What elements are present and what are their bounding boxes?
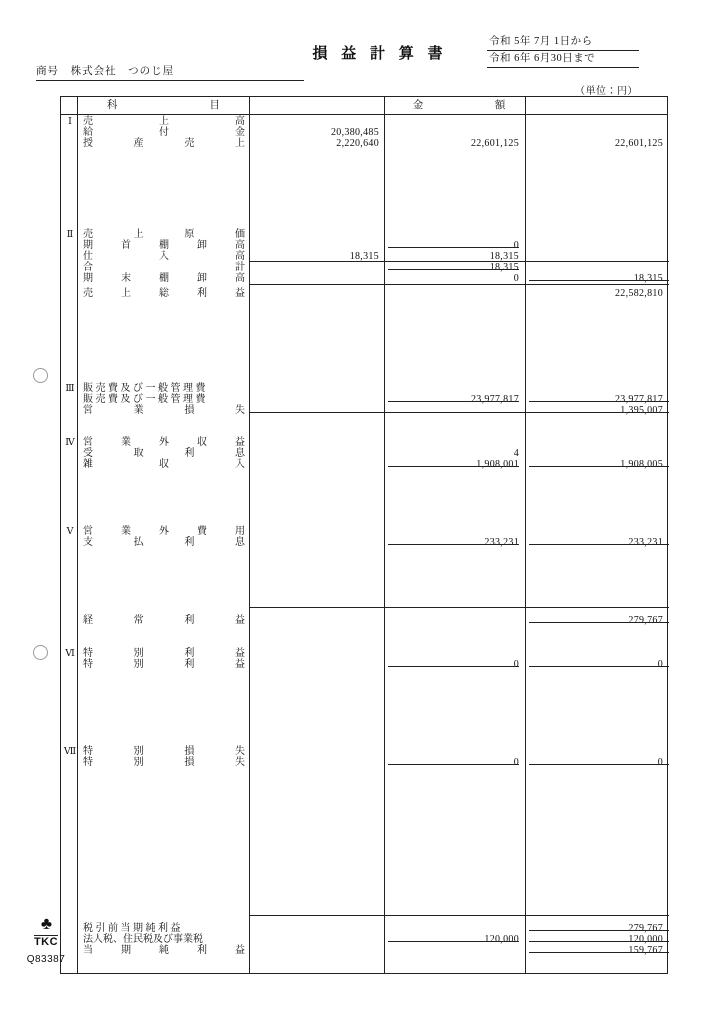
row-amount-3: 159,767 (628, 945, 663, 956)
rule-line (250, 261, 669, 262)
row-section-number: Ⅴ (66, 527, 74, 537)
rule-line (388, 544, 519, 545)
row-account-label: 合 計 (83, 262, 245, 273)
table-row (61, 658, 669, 672)
rule-line (388, 941, 519, 942)
row-amount-3: 279,767 (628, 923, 663, 934)
rule-line (529, 941, 669, 942)
unit-note: （単位：円） (575, 86, 638, 97)
row-amount-2: 0 (513, 240, 519, 251)
row-account-label: 特 別 利 益 (83, 648, 245, 659)
table-row (61, 536, 669, 550)
row-section-number: Ⅳ (65, 438, 75, 448)
row-amount-2: 0 (513, 757, 519, 768)
row-account-label: 販 売 費 及 び 一 般 管 理 費 (83, 383, 206, 394)
row-account-label: 期 末 棚 卸 高 (83, 273, 245, 284)
row-amount-3: 279,767 (628, 615, 663, 626)
row-account-label: 売 上 高 (83, 116, 245, 127)
rule-line (250, 607, 669, 608)
rule-line (388, 247, 519, 248)
tkc-logo-name: TKC (33, 936, 59, 948)
row-amount-3: 120,000 (628, 934, 663, 945)
row-account-label: 営 業 損 失 (83, 405, 245, 416)
company-row (36, 63, 304, 81)
row-section-number: Ⅶ (63, 747, 77, 757)
table-row (61, 458, 669, 472)
row-account-label: 経 常 利 益 (83, 615, 245, 626)
tkc-logo (24, 916, 68, 965)
row-amount-2: 0 (513, 659, 519, 670)
table-row (61, 944, 669, 958)
rule-line (388, 764, 519, 765)
row-account-label: 当 期 純 利 益 (83, 945, 245, 956)
row-account-label: 販 売 費 及 び 一 般 管 理 費 (83, 394, 206, 405)
row-account-label: 給 付 金 (83, 127, 245, 138)
row-amount-2: 233,231 (484, 537, 519, 548)
row-account-label: 特 別 利 益 (83, 659, 245, 670)
row-amount-2: 18,315 (489, 251, 519, 262)
income-statement-table (60, 96, 668, 974)
row-amount-3: 23,977,817 (615, 394, 663, 405)
tkc-mark-icon: ♣ (40, 914, 52, 933)
rule-line (529, 544, 669, 545)
row-amount-3: 0 (657, 757, 663, 768)
rule-line (529, 280, 669, 281)
row-amount-3: 22,601,125 (615, 138, 663, 149)
row-account-label: 支 払 利 息 (83, 537, 245, 548)
row-account-label: 仕 入 高 (83, 251, 245, 262)
row-section-number: Ⅰ (68, 117, 72, 127)
rule-line (529, 466, 669, 467)
punch-hole-mark (33, 645, 48, 660)
row-amount-2: 22,601,125 (471, 138, 519, 149)
row-account-label: 法人税、住民税及び事業税 (83, 934, 203, 945)
row-account-label: 特 別 損 失 (83, 757, 245, 768)
row-account-label: 営 業 外 費 用 (83, 526, 245, 537)
rule-line (529, 666, 669, 667)
rule-line (250, 284, 669, 285)
row-account-label: 受 取 利 息 (83, 448, 245, 459)
form-code: Q83387 (26, 954, 66, 965)
rule-line (529, 930, 669, 931)
row-account-label: 税 引 前 当 期 純 利 益 (83, 923, 181, 934)
rule-line (388, 401, 519, 402)
row-amount-2: 18,315 (489, 262, 519, 273)
table-row (61, 287, 669, 301)
row-amount-1: 18,315 (349, 251, 379, 262)
row-amount-3: 233,231 (628, 537, 663, 548)
rule-line (529, 952, 669, 953)
row-amount-2: 4 (513, 448, 519, 459)
row-section-number: Ⅱ (66, 230, 74, 240)
punch-hole-mark (33, 368, 48, 383)
period-to: 令和 6年 6月30日まで (487, 51, 639, 68)
company-label: 商号 (36, 66, 59, 77)
row-amount-3: 0 (657, 659, 663, 670)
rule-line (250, 915, 669, 916)
rule-line (388, 269, 519, 270)
row-amount-3: 1,395,007 (620, 405, 663, 416)
row-account-label: 営 業 外 収 益 (83, 437, 245, 448)
rule-line (529, 764, 669, 765)
row-section-number: Ⅵ (65, 649, 75, 659)
row-account-label: 売 上 総 利 益 (83, 288, 245, 299)
row-amount-2: 23,977,817 (471, 394, 519, 405)
period-from: 令和 5年 7月 1日から (487, 34, 639, 51)
rule-line (388, 466, 519, 467)
table-row (61, 137, 669, 151)
row-account-label: 特 別 損 失 (83, 746, 245, 757)
rule-line (388, 666, 519, 667)
page-title: 損 益 計 算 書 (312, 46, 448, 62)
rule-line (529, 622, 669, 623)
row-amount-2: 0 (513, 273, 519, 284)
row-account-label: 期 首 棚 卸 高 (83, 240, 245, 251)
row-amount-3: 1,908,005 (620, 459, 663, 470)
period-box (487, 34, 639, 68)
row-amount-2: 1,908,001 (476, 459, 519, 470)
row-amount-2: 120,000 (484, 934, 519, 945)
row-account-label: 授 産 売 上 (83, 138, 245, 149)
company-name: 株式会社 つのじ屋 (70, 66, 175, 77)
rule-line (250, 412, 669, 413)
table-row (61, 614, 669, 628)
row-amount-3: 22,582,810 (615, 288, 663, 299)
table-row (61, 756, 669, 770)
column-header-amount: 金 額 (412, 100, 516, 111)
column-header-account: 科 目 (107, 100, 230, 111)
table-row (61, 404, 669, 418)
row-section-number: Ⅲ (65, 384, 75, 394)
row-account-label: 雑 収 入 (83, 459, 245, 470)
row-amount-1: 2,220,640 (336, 138, 379, 149)
row-amount-3: 18,315 (633, 273, 663, 284)
row-account-label: 売 上 原 価 (83, 229, 245, 240)
rule-line (529, 401, 669, 402)
row-amount-1: 20,380,485 (331, 127, 379, 138)
